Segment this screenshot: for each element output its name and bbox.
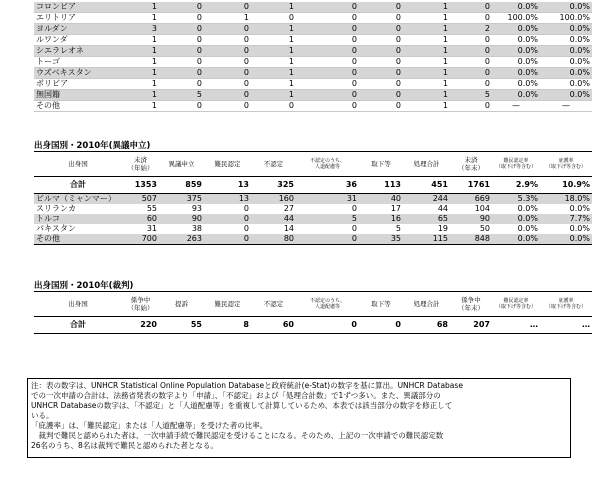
cell-value: 1 [403,79,450,90]
cell-value: 0.0% [517,234,538,243]
cell-value: 0 [159,68,204,79]
cell-value: 0.0% [517,214,538,223]
total-value: 0 [351,320,357,329]
cell-value: 1 [251,35,296,46]
cell-value: 1 [251,2,296,13]
total-value: … [530,320,538,329]
cell-value: 65 [437,214,448,223]
cell-value: 507 [141,194,157,203]
country-name: コロンビア [34,2,122,13]
total-value: … [582,320,590,329]
column-header: 取下等 [371,160,391,168]
cell-value: 7.7% [569,214,590,223]
cell-value: 848 [474,234,490,243]
column-header: 取下等 [371,300,391,308]
cell-value: 0 [204,46,251,57]
cell-value: 1 [403,24,450,35]
cell-value: 0.0% [517,224,538,233]
total-value: 55 [190,320,202,329]
cell-value: 31 [346,194,357,203]
total-value: 113 [384,180,401,189]
country-name: スリランカ [36,204,76,213]
column-header: 出身国 [68,160,88,168]
table-row [34,214,592,224]
cell-value: 0 [159,13,204,24]
country-name: ビルマ（ミャンマー） [36,194,116,203]
column-header: 難民認定率 （取下げ等含む） [495,298,536,310]
cell-value: 5 [395,224,401,233]
cell-value: 0 [359,57,403,68]
country-name: その他 [34,101,122,112]
cell-value: 0 [351,204,357,213]
note-line: UNHCR Databaseの数字は、「不認定」と「人道配慮等」を重複して計算しているため、本表では該当部分の数字を修正して [31,401,453,410]
cell-value: 1 [251,57,296,68]
note-line: 「庇護率」は、「難民認定」または「人道配慮等」を受けた者の比率。 [31,421,268,430]
cell-value: 0.0% [569,204,590,213]
cell-value: 80 [283,234,294,243]
cell-value: 0 [159,101,204,112]
cell-value: 0.0% [540,90,592,101]
cell-value: 0 [204,57,251,68]
cell-value: 0 [359,79,403,90]
cell-value: 90 [479,214,490,223]
cell-value: 1 [403,13,450,24]
cell-value: 1 [122,79,159,90]
cell-value: 0 [296,57,359,68]
cell-value: 0 [359,2,403,13]
column-header: 庇護率 （取下げ等含む） [545,298,586,310]
cell-value: 669 [474,194,490,203]
cell-value: 0 [351,234,357,243]
cell-value: 0 [204,24,251,35]
table-row [34,57,592,68]
cell-value: 0 [359,101,403,112]
column-header: 処理合計 [413,300,440,308]
cell-value: 5 [159,90,204,101]
cell-value: 1 [122,46,159,57]
cell-value: 0 [359,24,403,35]
cell-value: 1 [122,101,159,112]
cell-value: 0 [296,35,359,46]
cell-value: 1 [403,68,450,79]
cell-value: 100.0% [540,13,592,24]
total-value: 2.9% [515,180,538,189]
cell-value: 90 [191,214,202,223]
column-header: 庇護率 （取下げ等含む） [545,158,586,170]
country-name: ボリビア [34,79,122,90]
cell-value: 0.0% [517,204,538,213]
cell-value: 0.0% [492,46,540,57]
cell-value: 1 [204,13,251,24]
table-row [34,204,592,214]
total-value: 0 [395,320,401,329]
total-value: 10.9% [562,180,590,189]
cell-value: 0.0% [540,46,592,57]
cell-value: 50 [479,224,490,233]
cell-value: 1 [122,57,159,68]
cell-value: 0 [204,35,251,46]
column-header: 処理合計 [413,160,440,168]
cell-value: 1 [403,90,450,101]
total-value: 207 [473,320,490,329]
cell-value: 1 [251,79,296,90]
cell-value: 1 [122,68,159,79]
cell-value: 0 [296,13,359,24]
cell-value: 1 [122,90,159,101]
cell-value: 0 [450,13,492,24]
country-table-lawsuit [34,291,592,334]
cell-value: 5 [351,214,357,223]
column-header: 提訴 [175,300,188,308]
cell-value: 104 [474,204,490,213]
cell-value: 13 [238,194,249,203]
column-header: 難民認定 [214,160,241,168]
cell-value: 100.0% [492,13,540,24]
cell-value: 0 [243,234,249,243]
column-header: 不認定のうち、 人道配慮等 [309,298,345,310]
cell-value: 1 [122,13,159,24]
cell-value: 55 [146,204,157,213]
table-row [34,79,592,90]
cell-value: 0 [204,2,251,13]
cell-value: 0 [296,2,359,13]
cell-value: 0 [296,68,359,79]
cell-value: 16 [390,214,401,223]
country-name: トーゴ [34,57,122,68]
column-header: 不認定 [263,160,284,168]
cell-value: 0 [204,101,251,112]
cell-value: 0 [351,224,357,233]
cell-value: 0 [159,35,204,46]
cell-value: 0 [159,2,204,13]
cell-value: 0 [450,46,492,57]
cell-value: 1 [122,2,159,13]
cell-value: 0.0% [492,90,540,101]
cell-value: 0 [450,68,492,79]
cell-value: 0 [296,46,359,57]
cell-value: 0 [450,57,492,68]
country-name: ウズベキスタン [34,68,122,79]
cell-value: 0 [359,68,403,79]
cell-value: 115 [432,234,448,243]
cell-value: 0.0% [492,68,540,79]
cell-value: 1 [251,46,296,57]
table-row [34,224,592,234]
cell-value: 0 [359,13,403,24]
cell-value: 0.0% [540,35,592,46]
cell-value: 1 [251,68,296,79]
country-name: トルコ [36,214,60,223]
cell-value: 0.0% [569,234,590,243]
cell-value: 3 [122,24,159,35]
cell-value: 0 [204,79,251,90]
cell-value: 0.0% [492,35,540,46]
cell-value: 18.0% [564,194,590,203]
header-row [34,292,592,317]
cell-value: 244 [432,194,448,203]
cell-value: 2 [450,24,492,35]
cell-value: — [540,101,592,112]
country-name: シエラレオネ [34,46,122,57]
section-title-objection: 出身国別・2010年(異議申立) [34,141,151,151]
cell-value: 160 [278,194,294,203]
table-row [34,90,592,101]
cell-value: 93 [191,204,202,213]
cell-value: 0 [296,79,359,90]
cell-value: 5.3% [517,194,538,203]
total-label: 合計 [70,320,86,329]
cell-value: 40 [390,194,401,203]
cell-value: 0.0% [569,224,590,233]
cell-value: 0 [450,101,492,112]
column-header: 難民認定 [214,300,241,308]
table-row [34,194,592,205]
cell-value: 0 [359,46,403,57]
cell-value: 0.0% [540,57,592,68]
note-line: 注：表の数字は、UNHCR Statistical Online Population Databaseと政府統計(e-Stat)の数字を基に算出。UNHCR Database [31,381,463,390]
cell-value: 700 [141,234,157,243]
table-row [34,68,592,79]
total-label: 合計 [70,180,86,189]
note-line: 裁判で難民と認められた者は、一次申請手続で難民認定を受けることになる。そのため、上記の一次申請での難民認定数 [31,431,444,440]
column-header: 未済 （年始） [127,156,154,172]
total-row [34,177,592,194]
cell-value: 0 [296,24,359,35]
cell-value: 14 [283,224,294,233]
column-header: 難民認定率 （取下げ等含む） [495,158,536,170]
country-name: その他 [36,234,60,243]
section-title-lawsuit: 出身国別・2010年(裁判) [34,281,134,291]
table-row [34,13,592,24]
country-name: 無国籍 [34,90,122,101]
column-header: 異議申立 [168,160,195,168]
note-line: 26名のうち、8名は裁判で難民と認められた者となる。 [31,441,218,450]
total-value: 451 [431,180,448,189]
cell-value: 0 [450,35,492,46]
cell-value: 0 [450,79,492,90]
cell-value: 35 [390,234,401,243]
table-row [34,2,592,13]
cell-value: 0.0% [492,57,540,68]
cell-value: 0 [204,68,251,79]
total-value: 13 [237,180,249,189]
cell-value: 0 [251,101,296,112]
cell-value: 0 [359,35,403,46]
note-line: での一次申請の合計は、法務省発表の数字より「申請」、「不認定」および「処理合計数」で1ずつ多い。また、異議部分の [31,391,441,400]
cell-value: 1 [403,101,450,112]
country-name: エリトリア [34,13,122,24]
cell-value: 0 [296,90,359,101]
cell-value: 1 [251,90,296,101]
column-header: 係争中 （年末） [458,296,484,312]
cell-value: 31 [146,224,157,233]
cell-value: 44 [283,214,294,223]
cell-value: 1 [122,35,159,46]
cell-value: 1 [403,46,450,57]
country-table-objection [34,151,592,245]
cell-value: 0 [243,214,249,223]
cell-value: — [492,101,540,112]
total-value: 1353 [134,180,157,189]
cell-value: 263 [186,234,202,243]
cell-value: 0.0% [492,2,540,13]
column-header: 未済 （年末） [458,156,484,172]
cell-value: 0.0% [492,79,540,90]
cell-value: 44 [437,204,448,213]
total-value: 68 [436,320,448,329]
note-line: いる。 [31,411,54,420]
cell-value: 0.0% [540,24,592,35]
cell-value: 0 [159,57,204,68]
cell-value: 38 [191,224,202,233]
cell-value: 1 [403,2,450,13]
cell-value: 27 [283,204,294,213]
column-header: 不認定 [263,300,284,308]
cell-value: 1 [251,24,296,35]
cell-value: 375 [186,194,202,203]
cell-value: 5 [450,90,492,101]
country-name: ヨルダン [34,24,122,35]
cell-value: 0 [296,101,359,112]
total-value: 859 [185,180,202,189]
column-header: 出身国 [68,300,88,308]
header-row [34,152,592,177]
country-name: パキスタン [36,224,76,233]
cell-value: 1 [403,35,450,46]
total-row [34,317,592,334]
cell-value: 0.0% [540,2,592,13]
cell-value: 0 [243,204,249,213]
country-table-first-instance [34,2,592,112]
column-header: 不認定のうち、 人道配慮等 [309,158,345,170]
cell-value: 0 [359,90,403,101]
cell-value: 0.0% [492,24,540,35]
cell-value: 0.0% [540,79,592,90]
column-header: 係争中 （年始） [127,296,154,312]
cell-value: 0 [159,79,204,90]
country-name: ルワンダ [34,35,122,46]
cell-value: 0 [243,224,249,233]
cell-value: 0 [450,2,492,13]
total-value: 325 [277,180,294,189]
cell-value: 0 [204,90,251,101]
cell-value: 0.0% [540,68,592,79]
cell-value: 0 [159,46,204,57]
table-row [34,35,592,46]
cell-value: 17 [390,204,401,213]
table-row [34,234,592,245]
footnote-box [27,378,571,458]
cell-value: 60 [146,214,157,223]
cell-value: 19 [437,224,448,233]
table-row [34,101,592,112]
table-row [34,24,592,35]
total-value: 220 [140,320,157,329]
cell-value: 1 [403,57,450,68]
total-value: 36 [345,180,357,189]
cell-value: 0 [159,24,204,35]
cell-value: 0 [251,13,296,24]
total-value: 8 [243,320,249,329]
table-row [34,46,592,57]
total-value: 1761 [467,180,490,189]
total-value: 60 [282,320,294,329]
